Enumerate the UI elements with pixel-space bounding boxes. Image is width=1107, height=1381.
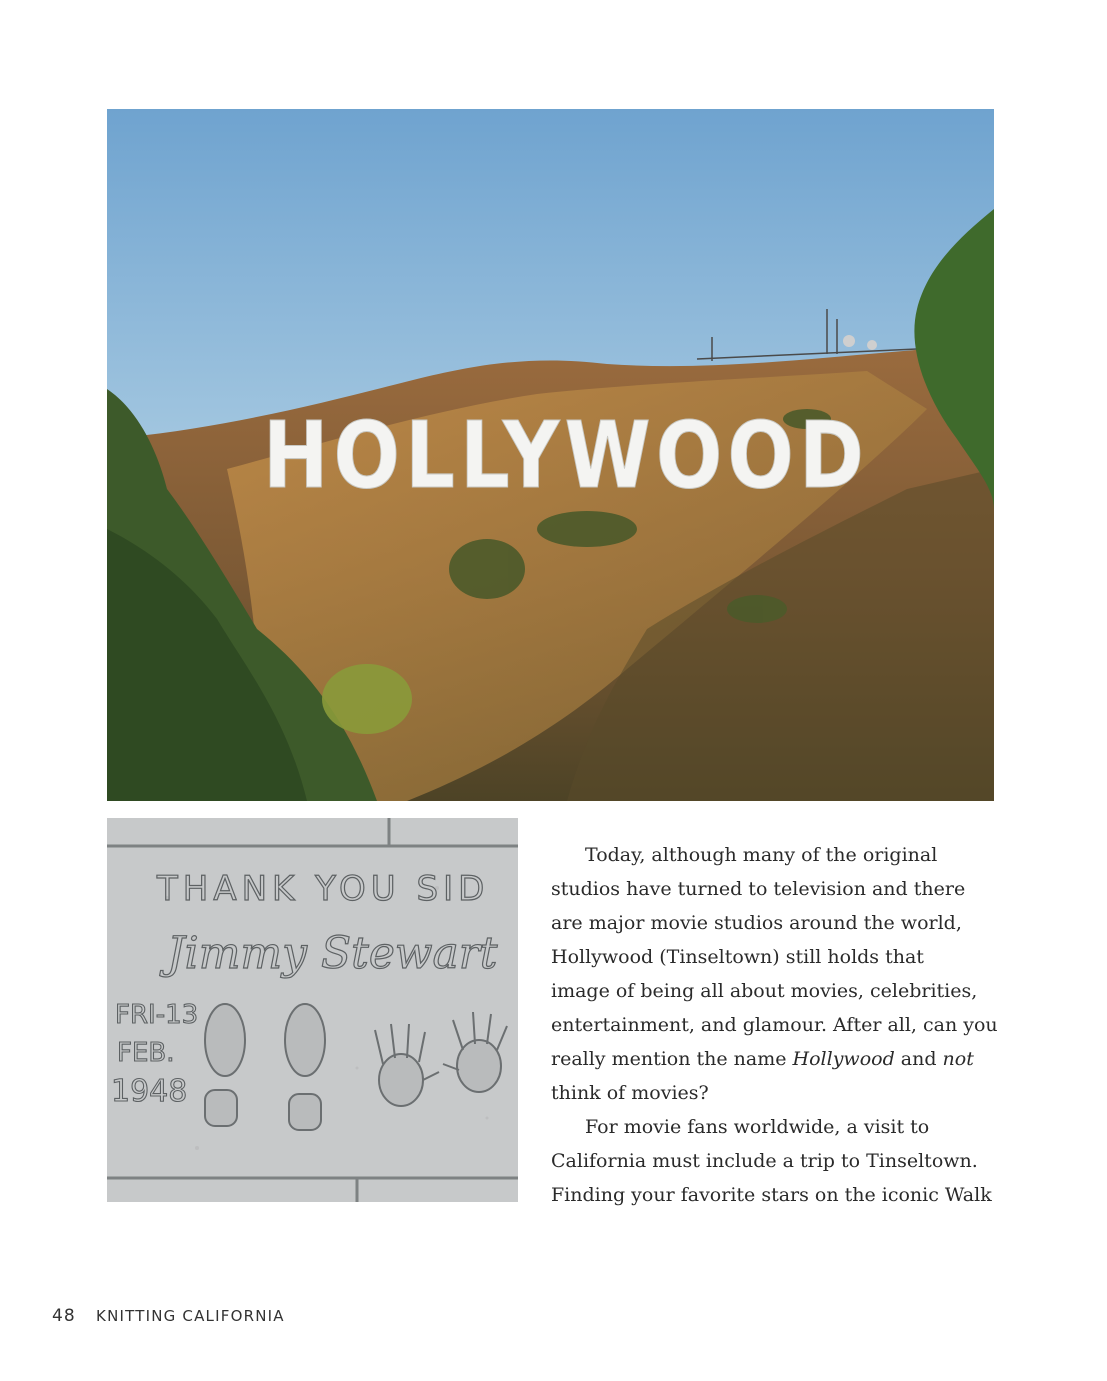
cement-handprints-photo — [107, 818, 518, 1202]
text-line: For movie fans worldwide, a visit to — [585, 1116, 930, 1138]
emphasis-not: not — [942, 1048, 974, 1070]
running-title: KNITTING CALIFORNIA — [96, 1307, 285, 1325]
text-line: image of being all about movies, celebrities, — [551, 980, 978, 1002]
text-span: and — [894, 1048, 943, 1070]
page-number: 48 — [52, 1306, 76, 1326]
hollywood-sign-letters: HOLLYWOOD — [263, 402, 869, 510]
page-footer — [52, 1306, 285, 1326]
cement-signature: Jimmy Stewart — [167, 928, 498, 979]
cement-date-year: 1948 — [111, 1074, 188, 1109]
hollywood-sign-photo — [107, 109, 994, 801]
text-line: studios have turned to television and there — [551, 878, 966, 900]
text-span: really mention the name — [551, 1048, 793, 1070]
paragraph-2 — [551, 1110, 991, 1212]
emphasis-hollywood: Hollywood — [792, 1048, 895, 1070]
cement-date-month: FEB. — [117, 1038, 175, 1068]
text-line: California must include a trip to Tinseltown. — [551, 1150, 978, 1172]
cement-inscription-thanks: THANK YOU SID — [157, 869, 490, 909]
text-line: Finding your favorite stars on the iconic Walk — [551, 1184, 992, 1206]
text-line: Today, although many of the original — [585, 844, 938, 866]
text-line: are major movie studios around the world, — [551, 912, 962, 934]
text-line — [551, 1042, 991, 1076]
body-text — [551, 838, 998, 1212]
text-line: Hollywood (Tinseltown) still holds that — [551, 946, 924, 968]
cement-date-day: FRI-13 — [115, 1000, 199, 1030]
paragraph-1 — [551, 838, 998, 1110]
text-line: entertainment, and glamour. After all, can you — [551, 1014, 998, 1036]
text-line: think of movies? — [551, 1082, 709, 1104]
